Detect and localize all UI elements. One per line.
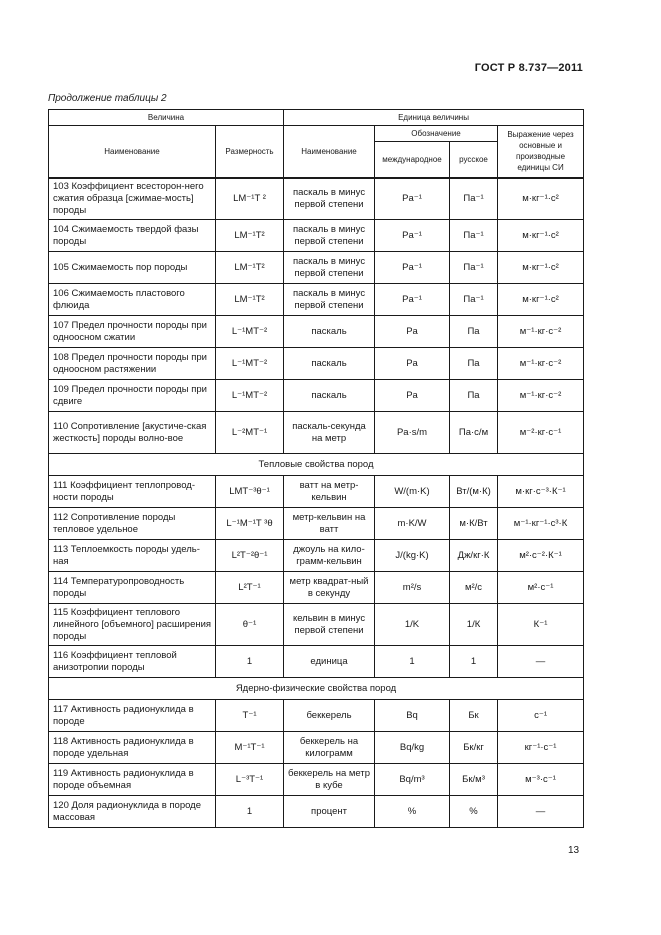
row-expression: м·кг⁻¹·с² (498, 252, 584, 284)
row-dimension: 1 (216, 796, 284, 828)
row-international: Bq/m³ (375, 764, 450, 796)
row-russian: Бк (450, 700, 498, 732)
row-dimension: LM⁻¹T² (216, 284, 284, 316)
row-name: 115 Коэффициент теплового линейного [объемного] расширения породы (49, 604, 216, 646)
table-row (49, 700, 584, 732)
section-row (49, 454, 584, 476)
row-name: 106 Сжимаемость пластового флюида (49, 284, 216, 316)
row-name: 104 Сжимаемость твердой фазы породы (49, 220, 216, 252)
table-row (49, 732, 584, 764)
row-dimension: 1 (216, 646, 284, 678)
row-unit-name: паскаль в минус первой степени (284, 178, 375, 220)
row-name: 111 Коэффициент теплопровод-ности породы (49, 476, 216, 508)
section-row (49, 678, 584, 700)
row-expression: К⁻¹ (498, 604, 584, 646)
row-expression: м²·с⁻¹ (498, 572, 584, 604)
row-international: % (375, 796, 450, 828)
row-unit-name: процент (284, 796, 375, 828)
row-russian: м²/с (450, 572, 498, 604)
row-name: 118 Активность радионуклида в породе удельная (49, 732, 216, 764)
row-name: 108 Предел прочности породы при одноосном растяжении (49, 348, 216, 380)
row-name: 112 Сопротивление породы тепловое удельное (49, 508, 216, 540)
row-russian: Бк/кг (450, 732, 498, 764)
table-row (49, 284, 584, 316)
header-designation: Обозначение (375, 126, 498, 142)
row-russian: 1 (450, 646, 498, 678)
row-name: 110 Сопротивление [акустиче-ская жесткость] породы волно-вое (49, 412, 216, 454)
row-name: 113 Теплоемкость породы удель-ная (49, 540, 216, 572)
header-expression: Выражение через основные и производные единицы СИ (498, 126, 584, 178)
row-expression: — (498, 646, 584, 678)
table-row (49, 604, 584, 646)
row-international: m·K/W (375, 508, 450, 540)
row-dimension: θ⁻¹ (216, 604, 284, 646)
row-unit-name: единица (284, 646, 375, 678)
row-dimension: M⁻¹T⁻¹ (216, 732, 284, 764)
row-name: 114 Температуропроводность породы (49, 572, 216, 604)
row-unit-name: беккерель на метр в кубе (284, 764, 375, 796)
table-row (49, 252, 584, 284)
row-name: 107 Предел прочности породы при одноосном сжатии (49, 316, 216, 348)
row-dimension: L⁻¹M⁻¹T ³θ (216, 508, 284, 540)
row-russian: Па (450, 316, 498, 348)
row-russian: Па·с/м (450, 412, 498, 454)
row-name: 120 Доля радионуклида в породе массовая (49, 796, 216, 828)
header-russian: русское (450, 142, 498, 178)
row-name: 116 Коэффициент тепловой анизотропии породы (49, 646, 216, 678)
row-unit-name: паскаль (284, 348, 375, 380)
header-dimension: Размерность (216, 126, 284, 178)
row-international: Pa⁻¹ (375, 220, 450, 252)
table-row (49, 380, 584, 412)
row-expression: м⁻¹·кг·с⁻² (498, 348, 584, 380)
row-expression: м⁻¹·кг·с⁻² (498, 316, 584, 348)
row-dimension: L⁻¹MT⁻² (216, 316, 284, 348)
table-row (49, 476, 584, 508)
row-name: 117 Активность радионуклида в породе (49, 700, 216, 732)
row-dimension: LM⁻¹T² (216, 252, 284, 284)
row-dimension: L⁻³T⁻¹ (216, 764, 284, 796)
row-unit-name: паскаль (284, 380, 375, 412)
row-international: W/(m·K) (375, 476, 450, 508)
row-international: Pa⁻¹ (375, 252, 450, 284)
row-unit-name: метр квадрат-ный в секунду (284, 572, 375, 604)
row-dimension: L²T⁻²θ⁻¹ (216, 540, 284, 572)
row-russian: Па⁻¹ (450, 252, 498, 284)
table-row (49, 540, 584, 572)
row-russian: Па⁻¹ (450, 178, 498, 220)
page-number: 13 (568, 845, 580, 856)
table-header (49, 110, 584, 178)
row-international: 1 (375, 646, 450, 678)
table-row (49, 412, 584, 454)
row-russian: Па⁻¹ (450, 284, 498, 316)
row-russian: м·К/Вт (450, 508, 498, 540)
table-body (49, 178, 584, 828)
row-unit-name: паскаль в минус первой степени (284, 252, 375, 284)
row-expression: м·кг⁻¹·с² (498, 284, 584, 316)
row-unit-name: паскаль в минус первой степени (284, 220, 375, 252)
table-row (49, 220, 584, 252)
table-caption: Продолжение таблицы 2 (48, 93, 167, 104)
row-expression: м²·с⁻²·К⁻¹ (498, 540, 584, 572)
table-row (49, 348, 584, 380)
row-unit-name: паскаль-секунда на метр (284, 412, 375, 454)
row-international: Pa⁻¹ (375, 284, 450, 316)
table-row (49, 178, 584, 220)
row-russian: Дж/кг·К (450, 540, 498, 572)
row-unit-name: беккерель на килограмм (284, 732, 375, 764)
row-russian: 1/К (450, 604, 498, 646)
row-russian: Па (450, 348, 498, 380)
row-unit-name: джоуль на кило-грамм-кельвин (284, 540, 375, 572)
row-expression: м·кг⁻¹·с² (498, 220, 584, 252)
row-name: 105 Сжимаемость пор породы (49, 252, 216, 284)
row-name: 109 Предел прочности породы при сдвиге (49, 380, 216, 412)
row-russian: Па⁻¹ (450, 220, 498, 252)
section-title: Ядерно-физические свойства пород (49, 678, 584, 700)
table-row (49, 508, 584, 540)
row-russian: % (450, 796, 498, 828)
row-dimension: L⁻²MT⁻¹ (216, 412, 284, 454)
header-quantity: Величина (49, 110, 284, 126)
row-dimension: LM⁻¹T ² (216, 178, 284, 220)
row-dimension: LMT⁻³θ⁻¹ (216, 476, 284, 508)
header-international: международное (375, 142, 450, 178)
row-expression: — (498, 796, 584, 828)
row-russian: Па (450, 380, 498, 412)
row-expression: с⁻¹ (498, 700, 584, 732)
row-international: Pa (375, 316, 450, 348)
row-international: Pa·s/m (375, 412, 450, 454)
row-unit-name: кельвин в минус первой степени (284, 604, 375, 646)
row-name: 119 Активность радионуклида в породе объемная (49, 764, 216, 796)
table-row (49, 646, 584, 678)
header-unit-name: Наименование (284, 126, 375, 178)
row-international: Pa (375, 348, 450, 380)
row-unit-name: паскаль (284, 316, 375, 348)
row-international: Bq (375, 700, 450, 732)
row-expression: м⁻²·кг·с⁻¹ (498, 412, 584, 454)
standard-designation: ГОСТ Р 8.737—2011 (474, 62, 583, 74)
row-expression: м⁻¹·кг⁻¹·с³·К (498, 508, 584, 540)
row-unit-name: паскаль в минус первой степени (284, 284, 375, 316)
row-dimension: L²T⁻¹ (216, 572, 284, 604)
row-unit-name: беккерель (284, 700, 375, 732)
row-expression: кг⁻¹·с⁻¹ (498, 732, 584, 764)
row-expression: м⁻¹·кг·с⁻² (498, 380, 584, 412)
row-name: 103 Коэффициент всесторон-него сжатия образца [сжимае-мость] породы (49, 178, 216, 220)
row-dimension: L⁻¹MT⁻² (216, 348, 284, 380)
table-row (49, 572, 584, 604)
row-international: Bq/kg (375, 732, 450, 764)
table-row (49, 796, 584, 828)
row-international: Pa (375, 380, 450, 412)
properties-table (48, 109, 584, 828)
table-row (49, 764, 584, 796)
row-international: J/(kg·K) (375, 540, 450, 572)
row-dimension: L⁻¹MT⁻² (216, 380, 284, 412)
row-russian: Бк/м³ (450, 764, 498, 796)
header-name: Наименование (49, 126, 216, 178)
row-international: Pa⁻¹ (375, 178, 450, 220)
row-unit-name: ватт на метр-кельвин (284, 476, 375, 508)
row-international: m²/s (375, 572, 450, 604)
row-expression: м·кг⁻¹·с² (498, 178, 584, 220)
row-russian: Вт/(м·К) (450, 476, 498, 508)
table-row (49, 316, 584, 348)
row-dimension: T⁻¹ (216, 700, 284, 732)
row-unit-name: метр-кельвин на ватт (284, 508, 375, 540)
section-title: Тепловые свойства пород (49, 454, 584, 476)
row-international: 1/K (375, 604, 450, 646)
row-dimension: LM⁻¹T² (216, 220, 284, 252)
header-unit: Единица величины (284, 110, 584, 126)
row-expression: м⁻³·с⁻¹ (498, 764, 584, 796)
row-expression: м·кг·с⁻³·К⁻¹ (498, 476, 584, 508)
